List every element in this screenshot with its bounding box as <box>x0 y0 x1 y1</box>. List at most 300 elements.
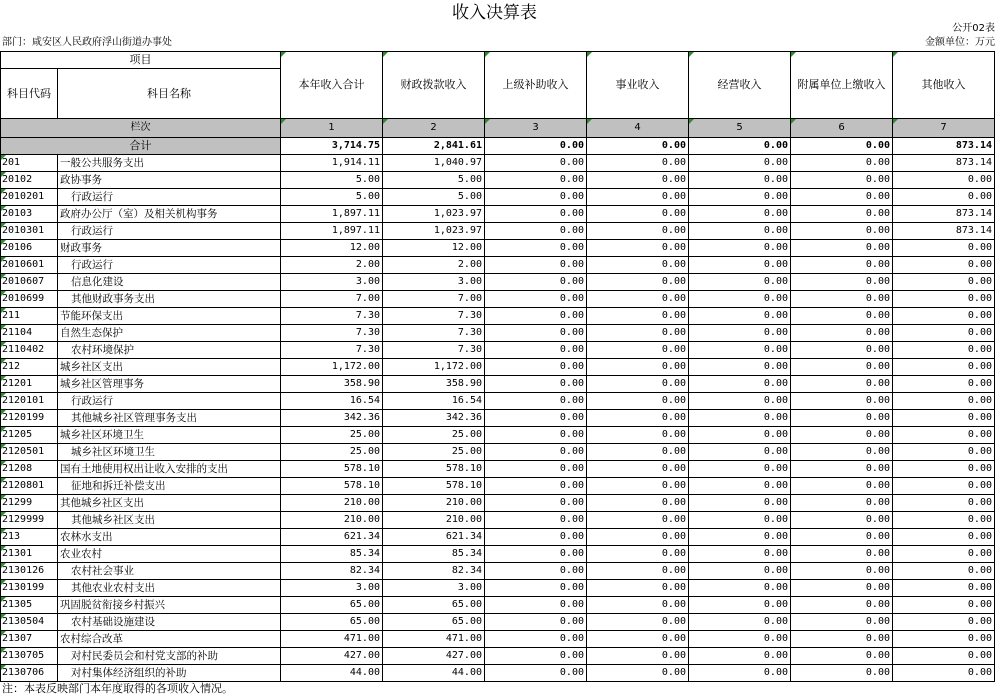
amount-cell[interactable]: 0.00 <box>893 189 995 206</box>
subject-code-cell[interactable]: 20102 <box>1 172 58 189</box>
subject-name-cell[interactable]: 国有土地使用权出让收入安排的支出 <box>58 461 281 478</box>
amount-cell[interactable]: 0.00 <box>791 189 893 206</box>
amount-cell[interactable]: 427.00 <box>281 648 383 665</box>
amount-cell[interactable]: 1,023.97 <box>383 206 485 223</box>
amount-cell[interactable]: 0.00 <box>689 325 791 342</box>
subject-name-cell[interactable]: 自然生态保护 <box>58 325 281 342</box>
lanci-num[interactable]: 6 <box>791 119 893 138</box>
amount-cell[interactable]: 0.00 <box>587 563 689 580</box>
amount-cell[interactable]: 0.00 <box>791 257 893 274</box>
amount-cell[interactable]: 0.00 <box>485 274 587 291</box>
amount-cell[interactable]: 0.00 <box>893 427 995 444</box>
amount-cell[interactable]: 0.00 <box>485 325 587 342</box>
subject-name-cell[interactable]: 巩固脱贫衔接乡村振兴 <box>58 597 281 614</box>
subject-code-cell[interactable]: 2010301 <box>1 223 58 240</box>
subject-code-cell[interactable]: 2120501 <box>1 444 58 461</box>
header-item[interactable]: 项目 <box>1 52 281 69</box>
amount-cell[interactable]: 0.00 <box>893 614 995 631</box>
amount-cell[interactable]: 7.30 <box>383 342 485 359</box>
amount-cell[interactable]: 342.36 <box>281 410 383 427</box>
amount-cell[interactable]: 0.00 <box>587 427 689 444</box>
amount-cell[interactable]: 0.00 <box>791 580 893 597</box>
amount-cell[interactable]: 0.00 <box>689 461 791 478</box>
subject-code-cell[interactable]: 2010607 <box>1 274 58 291</box>
amount-cell[interactable]: 0.00 <box>791 240 893 257</box>
amount-cell[interactable]: 0.00 <box>689 495 791 512</box>
amount-cell[interactable]: 0.00 <box>893 529 995 546</box>
amount-cell[interactable]: 0.00 <box>893 342 995 359</box>
amount-cell[interactable]: 210.00 <box>281 512 383 529</box>
amount-cell[interactable]: 0.00 <box>587 240 689 257</box>
amount-cell[interactable]: 0.00 <box>893 291 995 308</box>
amount-cell[interactable]: 0.00 <box>689 665 791 682</box>
amount-cell[interactable]: 7.30 <box>281 342 383 359</box>
amount-cell[interactable]: 0.00 <box>587 206 689 223</box>
amount-cell[interactable]: 0.00 <box>893 512 995 529</box>
amount-cell[interactable]: 0.00 <box>893 665 995 682</box>
amount-cell[interactable]: 0.00 <box>893 563 995 580</box>
total-value[interactable]: 0.00 <box>689 138 791 155</box>
total-value[interactable]: 873.14 <box>893 138 995 155</box>
amount-cell[interactable]: 0.00 <box>689 308 791 325</box>
amount-cell[interactable]: 0.00 <box>791 665 893 682</box>
amount-cell[interactable]: 0.00 <box>689 529 791 546</box>
header-col-4[interactable]: 事业收入 <box>587 52 689 119</box>
amount-cell[interactable]: 0.00 <box>587 495 689 512</box>
amount-cell[interactable]: 0.00 <box>587 291 689 308</box>
lanci-num[interactable]: 5 <box>689 119 791 138</box>
subject-name-cell[interactable]: 城乡社区环境卫生 <box>58 444 281 461</box>
lanci-num[interactable]: 7 <box>893 119 995 138</box>
subject-code-cell[interactable]: 2130706 <box>1 665 58 682</box>
subject-name-cell[interactable]: 行政运行 <box>58 257 281 274</box>
amount-cell[interactable]: 0.00 <box>791 648 893 665</box>
subject-code-cell[interactable]: 2129999 <box>1 512 58 529</box>
amount-cell[interactable]: 0.00 <box>689 597 791 614</box>
amount-cell[interactable]: 0.00 <box>587 665 689 682</box>
amount-cell[interactable]: 3.00 <box>383 274 485 291</box>
amount-cell[interactable]: 2.00 <box>281 257 383 274</box>
amount-cell[interactable]: 0.00 <box>791 206 893 223</box>
amount-cell[interactable]: 0.00 <box>689 614 791 631</box>
subject-code-cell[interactable]: 212 <box>1 359 58 376</box>
amount-cell[interactable]: 471.00 <box>383 631 485 648</box>
amount-cell[interactable]: 0.00 <box>485 155 587 172</box>
amount-cell[interactable]: 0.00 <box>791 223 893 240</box>
amount-cell[interactable]: 0.00 <box>893 580 995 597</box>
header-col-1[interactable]: 本年收入合计 <box>281 52 383 119</box>
subject-name-cell[interactable]: 农村基础设施建设 <box>58 614 281 631</box>
amount-cell[interactable]: 0.00 <box>893 444 995 461</box>
amount-cell[interactable]: 358.90 <box>281 376 383 393</box>
amount-cell[interactable]: 0.00 <box>485 546 587 563</box>
subject-name-cell[interactable]: 征地和拆迁补偿支出 <box>58 478 281 495</box>
amount-cell[interactable]: 0.00 <box>791 631 893 648</box>
amount-cell[interactable]: 0.00 <box>689 155 791 172</box>
amount-cell[interactable]: 0.00 <box>689 257 791 274</box>
subject-name-cell[interactable]: 城乡社区环境卫生 <box>58 427 281 444</box>
subject-name-cell[interactable]: 农村社会事业 <box>58 563 281 580</box>
amount-cell[interactable]: 0.00 <box>485 665 587 682</box>
amount-cell[interactable]: 0.00 <box>485 427 587 444</box>
amount-cell[interactable]: 578.10 <box>383 461 485 478</box>
amount-cell[interactable]: 0.00 <box>893 461 995 478</box>
amount-cell[interactable]: 578.10 <box>281 461 383 478</box>
subject-name-cell[interactable]: 农村环境保护 <box>58 342 281 359</box>
amount-cell[interactable]: 7.00 <box>383 291 485 308</box>
subject-code-cell[interactable]: 2130504 <box>1 614 58 631</box>
amount-cell[interactable]: 0.00 <box>587 597 689 614</box>
amount-cell[interactable]: 0.00 <box>791 461 893 478</box>
amount-cell[interactable]: 0.00 <box>689 444 791 461</box>
subject-code-cell[interactable]: 21205 <box>1 427 58 444</box>
amount-cell[interactable]: 0.00 <box>485 444 587 461</box>
amount-cell[interactable]: 0.00 <box>689 274 791 291</box>
amount-cell[interactable]: 0.00 <box>485 410 587 427</box>
amount-cell[interactable]: 1,897.11 <box>281 223 383 240</box>
amount-cell[interactable]: 0.00 <box>893 325 995 342</box>
amount-cell[interactable]: 0.00 <box>791 308 893 325</box>
subject-code-cell[interactable]: 21299 <box>1 495 58 512</box>
subject-name-cell[interactable]: 其他城乡社区管理事务支出 <box>58 410 281 427</box>
subject-code-cell[interactable]: 2010601 <box>1 257 58 274</box>
amount-cell[interactable]: 65.00 <box>383 597 485 614</box>
amount-cell[interactable]: 873.14 <box>893 206 995 223</box>
amount-cell[interactable]: 3.00 <box>383 580 485 597</box>
amount-cell[interactable]: 0.00 <box>689 512 791 529</box>
amount-cell[interactable]: 0.00 <box>893 410 995 427</box>
amount-cell[interactable]: 16.54 <box>281 393 383 410</box>
subject-code-cell[interactable]: 2130705 <box>1 648 58 665</box>
amount-cell[interactable]: 0.00 <box>587 631 689 648</box>
amount-cell[interactable]: 0.00 <box>587 308 689 325</box>
subject-name-cell[interactable]: 行政运行 <box>58 393 281 410</box>
lanci-num[interactable]: 1 <box>281 119 383 138</box>
amount-cell[interactable]: 0.00 <box>791 614 893 631</box>
amount-cell[interactable]: 0.00 <box>893 495 995 512</box>
amount-cell[interactable]: 0.00 <box>587 257 689 274</box>
amount-cell[interactable]: 0.00 <box>485 631 587 648</box>
subject-code-cell[interactable]: 2130126 <box>1 563 58 580</box>
subject-name-cell[interactable]: 农业农村 <box>58 546 281 563</box>
amount-cell[interactable]: 0.00 <box>893 257 995 274</box>
amount-cell[interactable]: 0.00 <box>893 359 995 376</box>
amount-cell[interactable]: 0.00 <box>689 580 791 597</box>
subject-code-cell[interactable]: 2120199 <box>1 410 58 427</box>
amount-cell[interactable]: 0.00 <box>689 359 791 376</box>
amount-cell[interactable]: 0.00 <box>485 563 587 580</box>
amount-cell[interactable]: 0.00 <box>587 172 689 189</box>
total-value[interactable]: 2,841.61 <box>383 138 485 155</box>
amount-cell[interactable]: 1,172.00 <box>383 359 485 376</box>
amount-cell[interactable]: 0.00 <box>485 495 587 512</box>
subject-name-cell[interactable]: 一般公共服务支出 <box>58 155 281 172</box>
header-code[interactable]: 科目代码 <box>1 69 58 119</box>
amount-cell[interactable]: 0.00 <box>791 427 893 444</box>
subject-name-cell[interactable]: 农村综合改革 <box>58 631 281 648</box>
amount-cell[interactable]: 7.00 <box>281 291 383 308</box>
subject-name-cell[interactable]: 其他城乡社区支出 <box>58 495 281 512</box>
amount-cell[interactable]: 3.00 <box>281 274 383 291</box>
amount-cell[interactable]: 1,172.00 <box>281 359 383 376</box>
amount-cell[interactable]: 0.00 <box>791 393 893 410</box>
amount-cell[interactable]: 578.10 <box>383 478 485 495</box>
amount-cell[interactable]: 0.00 <box>485 376 587 393</box>
amount-cell[interactable]: 2.00 <box>383 257 485 274</box>
subject-code-cell[interactable]: 21104 <box>1 325 58 342</box>
amount-cell[interactable]: 0.00 <box>893 240 995 257</box>
amount-cell[interactable]: 0.00 <box>485 461 587 478</box>
amount-cell[interactable]: 0.00 <box>587 274 689 291</box>
subject-name-cell[interactable]: 城乡社区管理事务 <box>58 376 281 393</box>
amount-cell[interactable]: 44.00 <box>281 665 383 682</box>
amount-cell[interactable]: 0.00 <box>791 376 893 393</box>
subject-code-cell[interactable]: 2110402 <box>1 342 58 359</box>
amount-cell[interactable]: 0.00 <box>791 546 893 563</box>
amount-cell[interactable]: 0.00 <box>689 376 791 393</box>
amount-cell[interactable]: 210.00 <box>383 495 485 512</box>
subject-code-cell[interactable]: 20103 <box>1 206 58 223</box>
amount-cell[interactable]: 427.00 <box>383 648 485 665</box>
header-col-6[interactable]: 附属单位上缴收入 <box>791 52 893 119</box>
amount-cell[interactable]: 82.34 <box>383 563 485 580</box>
subject-code-cell[interactable]: 2120101 <box>1 393 58 410</box>
amount-cell[interactable]: 621.34 <box>383 529 485 546</box>
total-value[interactable]: 0.00 <box>587 138 689 155</box>
amount-cell[interactable]: 0.00 <box>485 648 587 665</box>
amount-cell[interactable]: 0.00 <box>587 512 689 529</box>
amount-cell[interactable]: 0.00 <box>791 172 893 189</box>
amount-cell[interactable]: 0.00 <box>485 291 587 308</box>
subject-name-cell[interactable]: 农林水支出 <box>58 529 281 546</box>
subject-name-cell[interactable]: 信息化建设 <box>58 274 281 291</box>
amount-cell[interactable]: 0.00 <box>587 325 689 342</box>
subject-name-cell[interactable]: 政协事务 <box>58 172 281 189</box>
amount-cell[interactable]: 0.00 <box>587 648 689 665</box>
total-value[interactable]: 0.00 <box>485 138 587 155</box>
amount-cell[interactable]: 0.00 <box>893 172 995 189</box>
amount-cell[interactable]: 25.00 <box>281 444 383 461</box>
subject-name-cell[interactable]: 对村集体经济组织的补助 <box>58 665 281 682</box>
amount-cell[interactable]: 0.00 <box>587 546 689 563</box>
amount-cell[interactable]: 358.90 <box>383 376 485 393</box>
subject-code-cell[interactable]: 21201 <box>1 376 58 393</box>
amount-cell[interactable]: 0.00 <box>587 155 689 172</box>
amount-cell[interactable]: 0.00 <box>587 189 689 206</box>
header-col-7[interactable]: 其他收入 <box>893 52 995 119</box>
amount-cell[interactable]: 0.00 <box>485 308 587 325</box>
amount-cell[interactable]: 342.36 <box>383 410 485 427</box>
amount-cell[interactable]: 0.00 <box>587 223 689 240</box>
amount-cell[interactable]: 0.00 <box>689 563 791 580</box>
amount-cell[interactable]: 0.00 <box>791 563 893 580</box>
amount-cell[interactable]: 0.00 <box>689 206 791 223</box>
subject-code-cell[interactable]: 2130199 <box>1 580 58 597</box>
amount-cell[interactable]: 0.00 <box>485 342 587 359</box>
amount-cell[interactable]: 0.00 <box>587 410 689 427</box>
amount-cell[interactable]: 0.00 <box>893 393 995 410</box>
amount-cell[interactable]: 0.00 <box>893 648 995 665</box>
amount-cell[interactable]: 0.00 <box>689 291 791 308</box>
amount-cell[interactable]: 85.34 <box>281 546 383 563</box>
amount-cell[interactable]: 0.00 <box>587 359 689 376</box>
subject-name-cell[interactable]: 其他农业农村支出 <box>58 580 281 597</box>
amount-cell[interactable]: 873.14 <box>893 223 995 240</box>
amount-cell[interactable]: 0.00 <box>791 495 893 512</box>
amount-cell[interactable]: 0.00 <box>689 546 791 563</box>
amount-cell[interactable]: 0.00 <box>689 631 791 648</box>
amount-cell[interactable]: 0.00 <box>485 172 587 189</box>
amount-cell[interactable]: 621.34 <box>281 529 383 546</box>
amount-cell[interactable]: 0.00 <box>791 359 893 376</box>
amount-cell[interactable]: 0.00 <box>587 376 689 393</box>
subject-code-cell[interactable]: 211 <box>1 308 58 325</box>
amount-cell[interactable]: 0.00 <box>689 223 791 240</box>
subject-name-cell[interactable]: 政府办公厅（室）及相关机构事务 <box>58 206 281 223</box>
amount-cell[interactable]: 7.30 <box>281 325 383 342</box>
amount-cell[interactable]: 0.00 <box>791 291 893 308</box>
amount-cell[interactable]: 7.30 <box>281 308 383 325</box>
amount-cell[interactable]: 0.00 <box>689 393 791 410</box>
amount-cell[interactable]: 0.00 <box>893 376 995 393</box>
subject-name-cell[interactable]: 财政事务 <box>58 240 281 257</box>
amount-cell[interactable]: 5.00 <box>383 172 485 189</box>
amount-cell[interactable]: 65.00 <box>281 597 383 614</box>
amount-cell[interactable]: 0.00 <box>485 580 587 597</box>
amount-cell[interactable]: 0.00 <box>791 410 893 427</box>
amount-cell[interactable]: 0.00 <box>791 325 893 342</box>
header-col-5[interactable]: 经营收入 <box>689 52 791 119</box>
subject-name-cell[interactable]: 行政运行 <box>58 189 281 206</box>
amount-cell[interactable]: 0.00 <box>689 410 791 427</box>
amount-cell[interactable]: 0.00 <box>893 274 995 291</box>
amount-cell[interactable]: 0.00 <box>689 240 791 257</box>
subject-code-cell[interactable]: 20106 <box>1 240 58 257</box>
subject-name-cell[interactable]: 对村民委员会和村党支部的补助 <box>58 648 281 665</box>
lanci-num[interactable]: 3 <box>485 119 587 138</box>
subject-code-cell[interactable]: 21307 <box>1 631 58 648</box>
total-value[interactable]: 3,714.75 <box>281 138 383 155</box>
amount-cell[interactable]: 0.00 <box>587 393 689 410</box>
subject-code-cell[interactable]: 21305 <box>1 597 58 614</box>
amount-cell[interactable]: 0.00 <box>485 206 587 223</box>
lanci-label[interactable]: 栏次 <box>1 119 281 138</box>
amount-cell[interactable]: 0.00 <box>587 614 689 631</box>
amount-cell[interactable]: 82.34 <box>281 563 383 580</box>
amount-cell[interactable]: 0.00 <box>689 427 791 444</box>
amount-cell[interactable]: 0.00 <box>689 478 791 495</box>
subject-code-cell[interactable]: 2010201 <box>1 189 58 206</box>
amount-cell[interactable]: 3.00 <box>281 580 383 597</box>
amount-cell[interactable]: 12.00 <box>383 240 485 257</box>
amount-cell[interactable]: 5.00 <box>281 189 383 206</box>
amount-cell[interactable]: 25.00 <box>383 444 485 461</box>
amount-cell[interactable]: 0.00 <box>587 580 689 597</box>
amount-cell[interactable]: 0.00 <box>485 240 587 257</box>
subject-name-cell[interactable]: 其他城乡社区支出 <box>58 512 281 529</box>
amount-cell[interactable]: 0.00 <box>689 342 791 359</box>
subject-name-cell[interactable]: 节能环保支出 <box>58 308 281 325</box>
amount-cell[interactable]: 0.00 <box>485 478 587 495</box>
amount-cell[interactable]: 0.00 <box>587 444 689 461</box>
amount-cell[interactable]: 0.00 <box>893 597 995 614</box>
amount-cell[interactable]: 0.00 <box>485 189 587 206</box>
amount-cell[interactable]: 5.00 <box>281 172 383 189</box>
amount-cell[interactable]: 0.00 <box>587 461 689 478</box>
amount-cell[interactable]: 12.00 <box>281 240 383 257</box>
amount-cell[interactable]: 65.00 <box>281 614 383 631</box>
subject-code-cell[interactable]: 2010699 <box>1 291 58 308</box>
amount-cell[interactable]: 0.00 <box>587 342 689 359</box>
amount-cell[interactable]: 0.00 <box>689 648 791 665</box>
amount-cell[interactable]: 0.00 <box>485 597 587 614</box>
subject-code-cell[interactable]: 201 <box>1 155 58 172</box>
amount-cell[interactable]: 0.00 <box>791 155 893 172</box>
amount-cell[interactable]: 7.30 <box>383 325 485 342</box>
amount-cell[interactable]: 0.00 <box>587 529 689 546</box>
amount-cell[interactable]: 1,897.11 <box>281 206 383 223</box>
subject-code-cell[interactable]: 2120801 <box>1 478 58 495</box>
amount-cell[interactable]: 0.00 <box>893 631 995 648</box>
amount-cell[interactable]: 0.00 <box>791 342 893 359</box>
amount-cell[interactable]: 0.00 <box>689 189 791 206</box>
amount-cell[interactable]: 44.00 <box>383 665 485 682</box>
lanci-num[interactable]: 4 <box>587 119 689 138</box>
amount-cell[interactable]: 873.14 <box>893 155 995 172</box>
amount-cell[interactable]: 7.30 <box>383 308 485 325</box>
amount-cell[interactable]: 0.00 <box>791 274 893 291</box>
amount-cell[interactable]: 5.00 <box>383 189 485 206</box>
subject-code-cell[interactable]: 21208 <box>1 461 58 478</box>
amount-cell[interactable]: 16.54 <box>383 393 485 410</box>
amount-cell[interactable]: 0.00 <box>485 512 587 529</box>
total-value[interactable]: 0.00 <box>791 138 893 155</box>
subject-code-cell[interactable]: 21301 <box>1 546 58 563</box>
amount-cell[interactable]: 210.00 <box>383 512 485 529</box>
subject-name-cell[interactable]: 城乡社区支出 <box>58 359 281 376</box>
amount-cell[interactable]: 0.00 <box>485 529 587 546</box>
amount-cell[interactable]: 471.00 <box>281 631 383 648</box>
amount-cell[interactable]: 0.00 <box>485 359 587 376</box>
amount-cell[interactable]: 0.00 <box>893 308 995 325</box>
amount-cell[interactable]: 85.34 <box>383 546 485 563</box>
amount-cell[interactable]: 1,040.97 <box>383 155 485 172</box>
subject-name-cell[interactable]: 其他财政事务支出 <box>58 291 281 308</box>
lanci-num[interactable]: 2 <box>383 119 485 138</box>
subject-code-cell[interactable]: 213 <box>1 529 58 546</box>
header-col-3[interactable]: 上级补助收入 <box>485 52 587 119</box>
amount-cell[interactable]: 0.00 <box>485 393 587 410</box>
amount-cell[interactable]: 0.00 <box>485 257 587 274</box>
amount-cell[interactable]: 1,023.97 <box>383 223 485 240</box>
subject-name-cell[interactable]: 行政运行 <box>58 223 281 240</box>
header-name[interactable]: 科目名称 <box>58 69 281 119</box>
amount-cell[interactable]: 65.00 <box>383 614 485 631</box>
amount-cell[interactable]: 25.00 <box>383 427 485 444</box>
amount-cell[interactable]: 0.00 <box>689 172 791 189</box>
amount-cell[interactable]: 0.00 <box>893 478 995 495</box>
amount-cell[interactable]: 0.00 <box>893 546 995 563</box>
amount-cell[interactable]: 25.00 <box>281 427 383 444</box>
amount-cell[interactable]: 0.00 <box>791 512 893 529</box>
amount-cell[interactable]: 0.00 <box>791 529 893 546</box>
amount-cell[interactable]: 0.00 <box>791 444 893 461</box>
amount-cell[interactable]: 0.00 <box>791 597 893 614</box>
amount-cell[interactable]: 0.00 <box>485 223 587 240</box>
amount-cell[interactable]: 210.00 <box>281 495 383 512</box>
header-col-2[interactable]: 财政拨款收入 <box>383 52 485 119</box>
amount-cell[interactable]: 0.00 <box>791 478 893 495</box>
